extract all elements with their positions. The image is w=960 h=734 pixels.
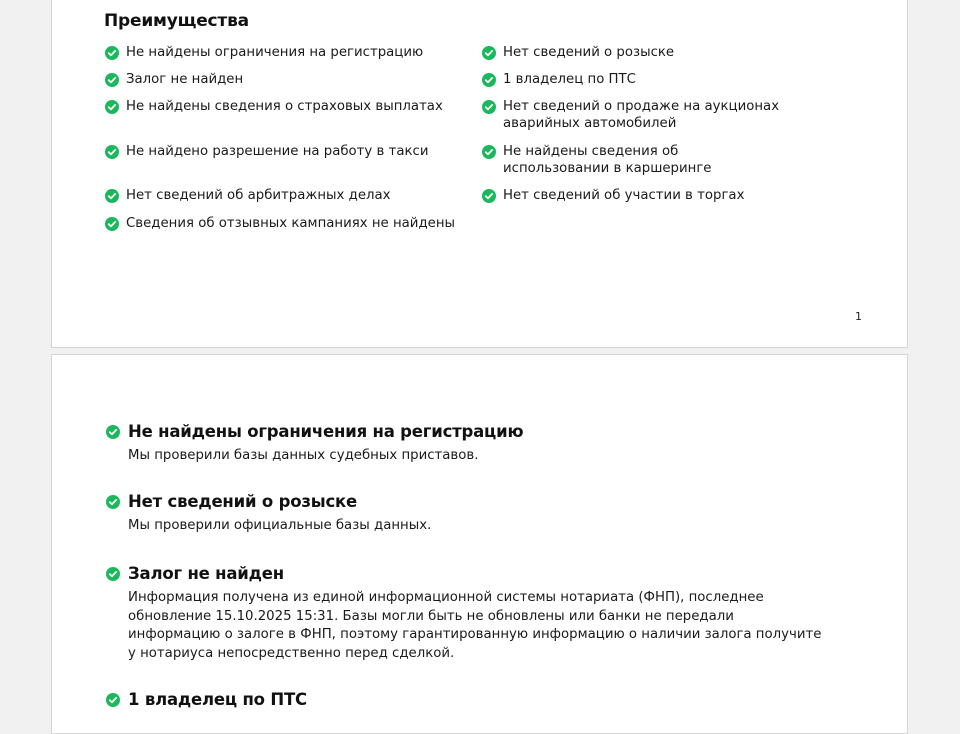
check-circle-icon: [482, 100, 496, 114]
check-circle-icon: [105, 145, 119, 159]
advantage-text: Нет сведений о розыске: [503, 45, 675, 60]
detail-header: [106, 422, 826, 441]
advantage-text: Нет сведений об участии в торгах: [503, 188, 745, 203]
detail-section: [106, 690, 826, 709]
advantage-item: [482, 71, 852, 88]
check-circle-icon: [105, 189, 119, 203]
advantage-item: [105, 215, 465, 232]
check-circle-icon: [106, 567, 120, 581]
detail-section: [106, 564, 826, 663]
advantage-item: [105, 44, 465, 61]
advantage-text: Нет сведений о продаже на аукционах аварийных автомобилей: [503, 99, 780, 131]
check-circle-icon: [105, 100, 119, 114]
detail-header: [106, 492, 826, 511]
check-circle-icon: [482, 145, 496, 159]
advantages-title: Преимущества: [104, 11, 249, 31]
check-circle-icon: [482, 46, 496, 60]
advantage-item: [482, 143, 782, 177]
page-number: 1: [855, 310, 862, 323]
check-circle-icon: [106, 495, 120, 509]
detail-title: Залог не найден: [128, 564, 284, 583]
check-circle-icon: [482, 189, 496, 203]
check-circle-icon: [482, 73, 496, 87]
detail-title: Нет сведений о розыске: [128, 492, 358, 511]
report-page-2: [51, 354, 908, 734]
advantage-item: [482, 44, 852, 61]
advantage-text: Сведения об отзывных кампаниях не найдены: [126, 216, 456, 231]
advantage-item: [482, 187, 852, 204]
detail-header: [106, 564, 826, 583]
advantage-text: Нет сведений об арбитражных делах: [126, 188, 391, 203]
advantage-text: Не найдены сведения об использовании в каршеринге: [503, 144, 712, 176]
advantage-text: Залог не найден: [126, 72, 244, 87]
check-circle-icon: [105, 46, 119, 60]
check-circle-icon: [106, 693, 120, 707]
detail-title: 1 владелец по ПТС: [128, 690, 307, 709]
advantage-text: Не найдены ограничения на регистрацию: [126, 45, 424, 60]
advantage-text: Не найдено разрешение на работу в такси: [126, 144, 429, 159]
detail-description: Мы проверили базы данных судебных приставов.: [128, 448, 479, 463]
advantage-item: [105, 187, 465, 204]
advantage-item: [105, 143, 465, 160]
detail-section: [106, 422, 826, 466]
detail-description: Информация получена из единой информационной системы нотариата (ФНП), последнее обновление 15.10.2025 15:31. Базы могли быть не обновлены или банки не передали информацию о залоге в ФНП, поэтому гарантированную информацию о наличии залога получите у нотариуса непосредственно перед сделкой.: [128, 590, 822, 661]
advantage-item: [482, 98, 832, 132]
advantage-item: [105, 71, 465, 88]
detail-description: Мы проверили официальные базы данных.: [128, 518, 432, 533]
advantage-text: 1 владелец по ПТС: [503, 72, 636, 87]
detail-section: [106, 492, 826, 536]
advantage-text: Не найдены сведения о страховых выплатах: [126, 99, 443, 114]
detail-title: Не найдены ограничения на регистрацию: [128, 422, 524, 441]
check-circle-icon: [106, 425, 120, 439]
advantage-item: [105, 98, 465, 115]
detail-header: [106, 690, 826, 709]
check-circle-icon: [105, 73, 119, 87]
check-circle-icon: [105, 217, 119, 231]
report-page-1: [51, 0, 908, 348]
